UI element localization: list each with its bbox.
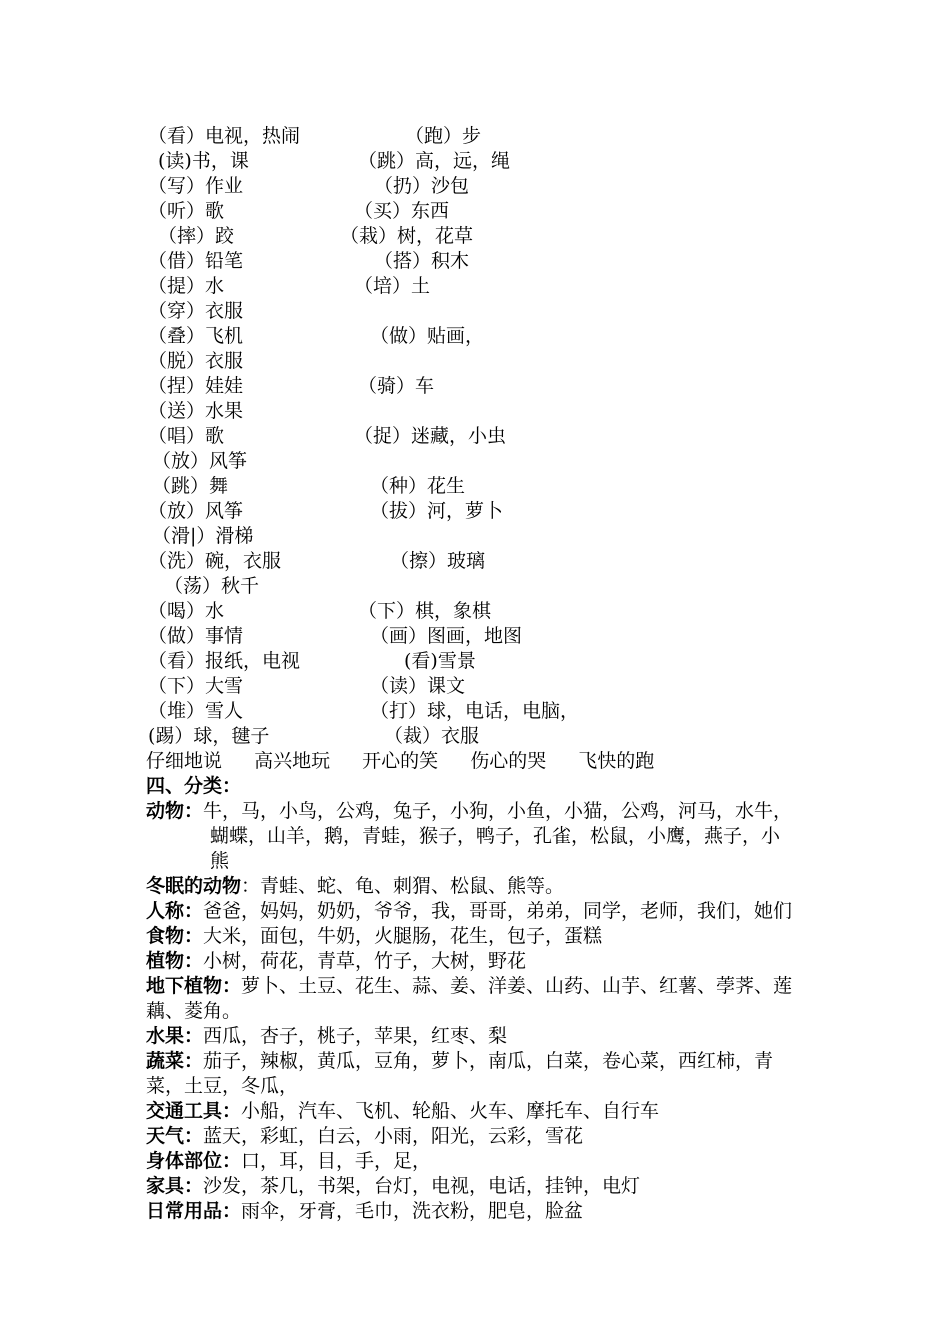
verb-pair-row — [0, 549, 950, 574]
verb-pair-left: （送）水果 — [148, 400, 244, 422]
category-line — [146, 1124, 816, 1149]
verb-pair-right: （下）棋，象棋 — [358, 600, 492, 622]
category-line — [146, 1174, 816, 1199]
category-label: 人称： — [146, 900, 204, 922]
phrase-item: 高兴地玩 — [254, 750, 331, 772]
category-text: 小树，荷花，青草，竹子，大树，野花 — [203, 950, 527, 972]
verb-pair-row — [0, 274, 950, 299]
verb-pair-row — [0, 624, 950, 649]
verb-pair-left: （放）风筝 — [152, 450, 248, 472]
category-label: 食物： — [146, 925, 204, 947]
category-continuation: 熊 — [210, 850, 230, 872]
verb-pair-right: （跑）步 — [405, 125, 482, 147]
category-label: 交通工具： — [146, 1100, 242, 1122]
verb-pair-right: （打）球，电话，电脑， — [370, 700, 580, 722]
category-text: 蓝天，彩虹，白云，小雨，阳光，云彩，雪花 — [203, 1125, 584, 1147]
phrase-item: 开心的笑 — [362, 750, 439, 772]
category-text: 雨伞，牙膏，毛巾，洗衣粉，肥皂，脸盆 — [241, 1200, 584, 1222]
section-title: 四、分类： — [146, 775, 242, 797]
verb-pair-right: （买）东西 — [354, 200, 450, 222]
category-line — [146, 1149, 816, 1174]
category-continuation: 蝴蝶，山羊，鹅，青蛙，猴子，鸭子，孔雀，松鼠，小鹰，燕子，小 — [210, 825, 781, 847]
verb-pair-left: （做）事情 — [148, 625, 244, 647]
phrase-item: 仔细地说 — [146, 750, 223, 772]
category-line — [146, 974, 816, 999]
verb-pair-left: （看）报纸，电视 — [148, 650, 301, 672]
verb-pair-row — [0, 474, 950, 499]
category-text: 沙发，茶几，书架，台灯，电视，电话，挂钟，电灯 — [203, 1175, 641, 1197]
verb-pair-left: （唱）歌 — [148, 425, 225, 447]
category-continuation: 藕、菱角。 — [146, 1000, 242, 1022]
verb-pair-left: （洗）碗，衣服 — [148, 550, 282, 572]
category-text: 萝卜、土豆、花生、蒜、姜、洋姜、山药、山芋、红薯、荸荠、莲 — [241, 975, 793, 997]
category-text: 茄子，辣椒，黄瓜，豆角，萝卜，南瓜，白菜，卷心菜，西红柿，青 — [203, 1050, 774, 1072]
verb-pair-left: （跳）舞 — [152, 475, 229, 497]
phrase-item: 伤心的哭 — [470, 750, 547, 772]
category-label: 家具： — [146, 1175, 204, 1197]
verb-pair-left: （听）歌 — [148, 200, 225, 222]
category-text: 西瓜，杏子，桃子，苹果，红枣、梨 — [203, 1025, 508, 1047]
category-text: 口，耳，目，手，足， — [241, 1150, 432, 1172]
verb-pair-right: （做）贴画， — [370, 325, 485, 347]
verb-pair-left: （脱）衣服 — [148, 350, 244, 372]
category-text: 大米，面包，牛奶，火腿肠，花生，包子，蛋糕 — [203, 925, 603, 947]
verb-pair-right: （读）课文 — [370, 675, 466, 697]
verb-pair-left: （借）铅笔 — [148, 250, 244, 272]
verb-pair-row — [0, 524, 950, 549]
verb-pair-left: （滑|）滑梯 — [152, 525, 254, 547]
verb-pair-left: （叠）飞机 — [148, 325, 244, 347]
verb-pair-row — [0, 649, 950, 674]
verb-pair-row — [0, 724, 950, 749]
category-line — [146, 1049, 816, 1074]
category-text: ：青蛙、蛇、龟、刺猬、松鼠、熊等。 — [241, 875, 565, 897]
verb-pair-right: （裁）衣服 — [384, 725, 480, 747]
category-line — [146, 1099, 816, 1124]
verb-pair-row — [0, 599, 950, 624]
verb-pair-right: （拔）河，萝卜 — [370, 500, 504, 522]
category-label: 天气： — [146, 1125, 204, 1147]
verb-pair-right: （培）土 — [354, 275, 431, 297]
category-label: 地下植物： — [146, 975, 242, 997]
verb-pair-right: (看)雪景 — [404, 650, 476, 672]
verb-pair-left: (踢）球，毽子 — [148, 725, 270, 747]
category-label: 日常用品： — [146, 1200, 242, 1222]
category-line — [146, 1199, 816, 1224]
category-label: 水果： — [146, 1025, 204, 1047]
verb-pair-left: （写）作业 — [148, 175, 244, 197]
verb-pair-left: （穿）衣服 — [148, 300, 244, 322]
verb-pair-row — [0, 424, 950, 449]
category-line — [146, 899, 816, 924]
category-label: 冬眠的动物 — [146, 875, 242, 897]
verb-pair-row — [0, 499, 950, 524]
verb-pair-left: （放）风筝 — [148, 500, 244, 522]
category-line — [146, 874, 816, 899]
verb-pair-right: （扔）沙包 — [374, 175, 470, 197]
category-line — [146, 924, 816, 949]
category-line — [146, 799, 816, 824]
verb-pair-row — [0, 174, 950, 199]
verb-pair-row — [0, 374, 950, 399]
verb-pair-right: （跳）高，远，绳 — [358, 150, 511, 172]
verb-pair-left: （看）电视，热闹 — [148, 125, 301, 147]
verb-pair-left: （提）水 — [148, 275, 225, 297]
verb-pair-row — [0, 574, 950, 599]
verb-pair-row — [0, 674, 950, 699]
category-continuation: 菜，土豆，冬瓜， — [146, 1075, 299, 1097]
verb-pair-right: （骑）车 — [358, 375, 435, 397]
phrase-item: 飞快的跑 — [578, 750, 655, 772]
category-line — [146, 949, 816, 974]
verb-pair-right: （画）图画，地图 — [370, 625, 523, 647]
category-label: 植物： — [146, 950, 204, 972]
verb-pair-row — [0, 349, 950, 374]
category-text: 小船，汽车、飞机、轮船、火车、摩托车、自行车 — [241, 1100, 660, 1122]
verb-pair-left: (读)书，课 — [158, 150, 249, 172]
verb-pair-row — [0, 124, 950, 149]
verb-pair-row — [0, 399, 950, 424]
verb-pair-row — [0, 324, 950, 349]
verb-pair-right: （捉）迷藏，小虫 — [354, 425, 507, 447]
verb-pair-row — [0, 299, 950, 324]
verb-pair-row — [0, 224, 950, 249]
verb-pair-left: （摔）跤 — [158, 225, 235, 247]
verb-pair-row — [0, 199, 950, 224]
verb-pair-right: （搭）积木 — [374, 250, 470, 272]
category-line — [146, 1024, 816, 1049]
verb-pair-right: （栽）树，花草 — [340, 225, 474, 247]
verb-pair-row — [0, 699, 950, 724]
verb-pair-row — [0, 249, 950, 274]
category-label: 身体部位： — [146, 1150, 242, 1172]
verb-pair-left: （下）大雪 — [148, 675, 244, 697]
verb-pair-row — [0, 449, 950, 474]
verb-pair-left: （荡）秋千 — [164, 575, 260, 597]
category-label: 动物： — [146, 800, 204, 822]
category-text: 牛，马，小鸟，公鸡，兔子，小狗，小鱼，小猫，公鸡，河马，水牛， — [203, 800, 793, 822]
category-label: 蔬菜： — [146, 1050, 204, 1072]
verb-pair-right: （种）花生 — [370, 475, 466, 497]
verb-pair-left: （喝）水 — [148, 600, 225, 622]
verb-pair-right: （擦）玻璃 — [390, 550, 486, 572]
category-text: 爸爸，妈妈，奶奶，爷爷，我，哥哥，弟弟，同学，老师，我们，她们 — [203, 900, 793, 922]
verb-pair-row — [0, 149, 950, 174]
phrase-line — [146, 749, 816, 774]
verb-pair-left: （捏）娃娃 — [148, 375, 244, 397]
verb-pair-left: （堆）雪人 — [148, 700, 244, 722]
